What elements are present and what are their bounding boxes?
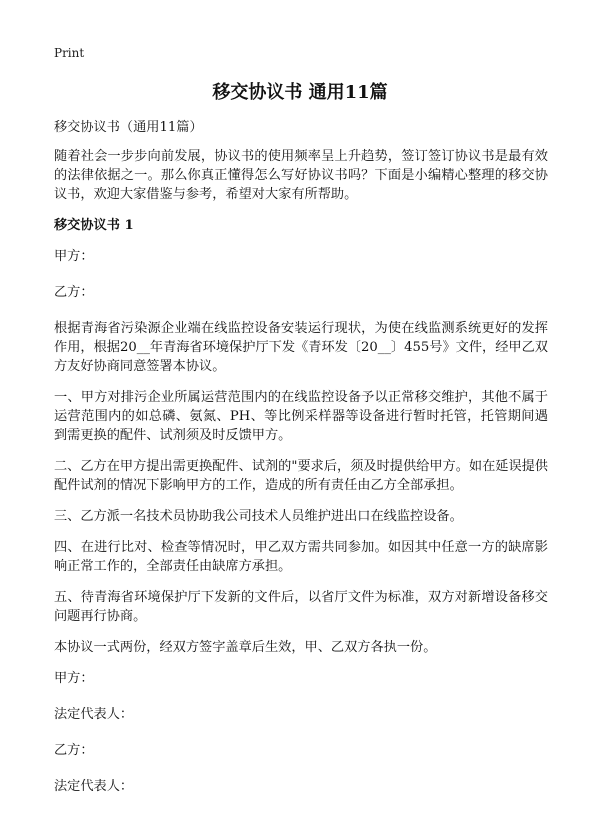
signature-party-a: 甲方： [54, 671, 94, 686]
party-a-label: 甲方： [54, 249, 94, 264]
document-subtitle: 移交协议书（通用11篇） [54, 120, 203, 135]
document-title: 移交协议书 通用11篇 [212, 82, 388, 103]
document-body [54, 118, 548, 813]
clause-1: 一、甲方对排污企业所属运营范围内的在线监控设备予以正常移交维护，其他不属于运营范围内的如总磷、氨氮、PH、等比例采样器等设备进行暂时托管，托管期间遇到需更换的配件、试剂须及时反馈甲方。 [54, 390, 548, 443]
print-label[interactable]: Print [54, 46, 85, 60]
signature-party-b: 乙方： [54, 743, 94, 758]
clause-4: 四、在进行比对、检查等情况时，甲乙双方需共同参加。如因其中任意一方的缺席影响正常工作的，全部责任由缺席方承担。 [54, 540, 548, 574]
clause-5: 五、待青海省环境保护厅下发新的文件后，以省厅文件为标准，双方对新增设备移交问题再行协商。 [54, 590, 548, 624]
section-heading: 移交协议书 1 [54, 218, 134, 233]
clause-3: 三、乙方派一名技术员协助我公司技术人员维护进出口在线监控设备。 [54, 509, 463, 524]
intro-paragraph: 随着社会一步步向前发展，协议书的使用频率呈上升趋势，签订签订协议书是最有效的法律依据之一。那么你真正懂得怎么写好协议书吗？下面是小编精心整理的移交协议书，欢迎大家借鉴与参考，希望对大家有所帮助。 [54, 149, 548, 202]
signature-rep-a: 法定代表人： [54, 707, 134, 722]
closing-paragraph: 本协议一式两份，经双方签字盖章后生效，甲、乙双方各执一份。 [54, 640, 437, 655]
clause-2: 二、乙方在甲方提出需更换配件、试剂的"要求后，须及时提供给甲方。如在延误提供配件试剂的情况下影响甲方的工作，造成的所有责任由乙方全部承担。 [54, 459, 548, 493]
body-paragraph: 根据青海省污染源企业端在线监控设备安装运行现状，为使在线监测系统更好的发挥作用，根据20__年青海省环境保护厅下发《青环发〔20__〕455号》文件，经甲乙双方友好协商同意签署本协议。 [54, 321, 548, 374]
signature-rep-b: 法定代表人： [54, 779, 134, 794]
party-b-label: 乙方： [54, 285, 94, 300]
